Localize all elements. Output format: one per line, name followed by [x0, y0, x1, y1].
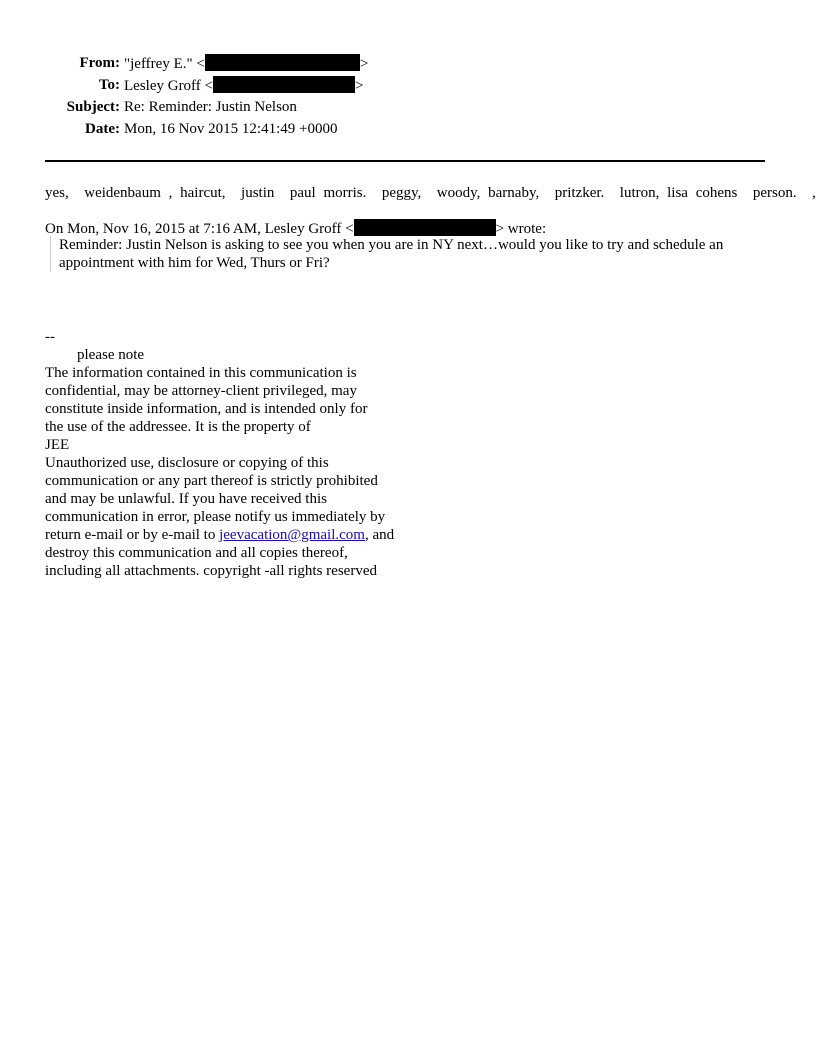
- redaction-block: [213, 76, 355, 93]
- signature-block: [45, 328, 465, 580]
- from-name: "jeffrey E." <: [124, 56, 205, 72]
- quoted-line: Reminder: Justin Nelson is asking to see you when you are in NY next…would you like to try and schedule an: [59, 237, 724, 253]
- disclaimer-line: The information contained in this communication is: [45, 365, 357, 381]
- redaction-block: [354, 219, 496, 236]
- from-label: From:: [79, 55, 120, 71]
- disclaimer-line: Unauthorized use, disclosure or copying of this: [45, 455, 329, 471]
- subject-value: Re: Reminder: Justin Nelson: [124, 99, 297, 115]
- return-text: return e-mail or by e-mail to: [45, 527, 220, 543]
- quoted-message: [50, 236, 784, 272]
- disclaimer-line: communication in error, please notify us immediately by: [45, 509, 386, 525]
- to-bracket: >: [355, 78, 364, 94]
- disclaimer-line: including all attachments. copyright -all rights reserved: [45, 563, 377, 579]
- to-name: Lesley Groff <: [124, 78, 213, 94]
- signature-separator: --: [45, 329, 55, 345]
- date-label: Date:: [85, 121, 120, 137]
- header-divider: [45, 160, 765, 162]
- email-link[interactable]: jeevacation@gmail.com: [219, 527, 365, 543]
- return-suffix: , and: [364, 527, 395, 543]
- reply-text: yes, weidenbaum , haircut, justin paul morris. peggy, woody, barnaby, pritzker. lutron, lisa cohens person. ,: [45, 185, 816, 201]
- date-value: Mon, 16 Nov 2015 12:41:49 +0000: [124, 121, 338, 137]
- disclaimer-line-with-link: [45, 526, 465, 544]
- quote-intro-text: On Mon, Nov 16, 2015 at 7:16 AM, Lesley Groff <: [45, 221, 354, 237]
- please-note: please note: [77, 347, 145, 363]
- disclaimer-line: constitute inside information, and is intended only for: [45, 401, 368, 417]
- quoted-line: appointment with him for Wed, Thurs or Fri?: [59, 255, 330, 271]
- subject-label: Subject:: [66, 99, 120, 115]
- disclaimer-line: JEE: [45, 437, 70, 453]
- from-value: [124, 54, 368, 73]
- disclaimer-line: the use of the addressee. It is the property of: [45, 419, 311, 435]
- redaction-block: [205, 54, 360, 71]
- from-bracket: >: [359, 56, 369, 72]
- disclaimer-line: communication or any part thereof is strictly prohibited: [45, 473, 378, 489]
- to-label: To:: [98, 77, 120, 93]
- disclaimer-line: confidential, may be attorney-client privileged, may: [45, 383, 357, 399]
- disclaimer-line: destroy this communication and all copies thereof,: [45, 545, 348, 561]
- to-value: [124, 76, 363, 95]
- quote-intro-wrote: > wrote:: [495, 221, 547, 237]
- disclaimer-line: and may be unlawful. If you have received this: [45, 491, 327, 507]
